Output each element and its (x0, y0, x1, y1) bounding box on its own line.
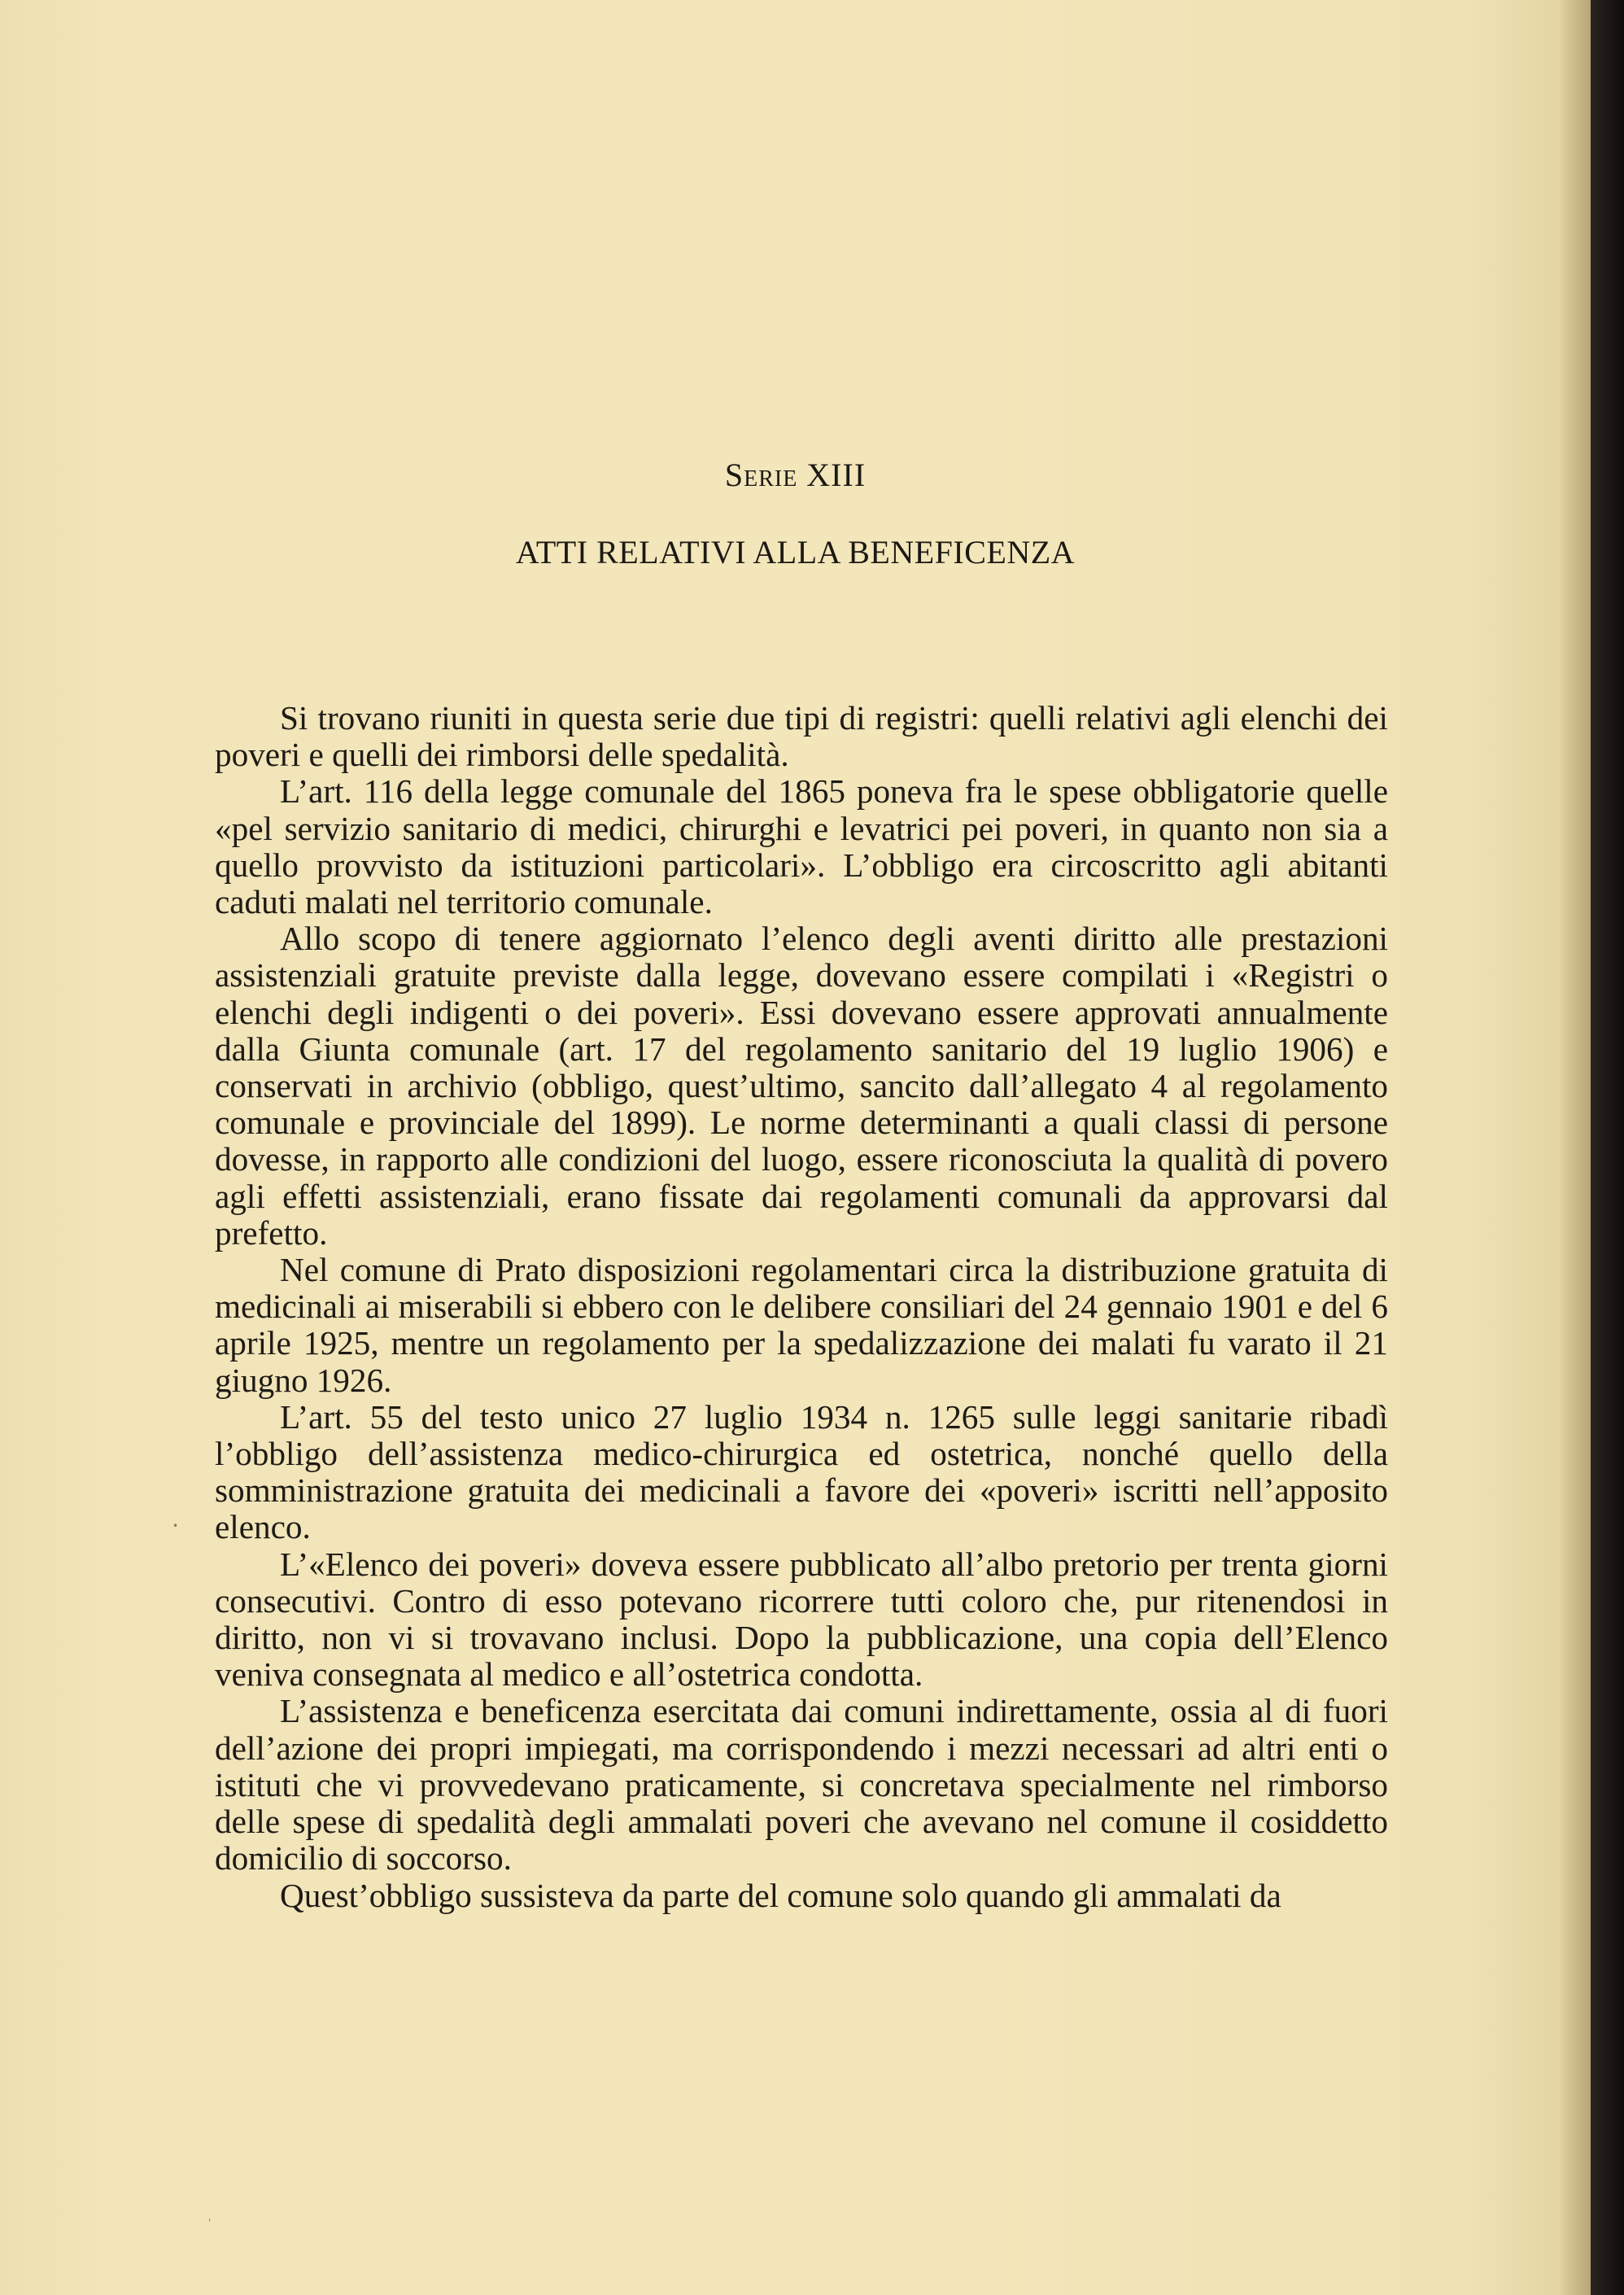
paragraph: L’assistenza e beneficenza esercitata dai comuni indirettamente, ossia al di fuori dell’azione dei propri impiegati, ma corrispondendo i mezzi necessari ad altri enti o istituti che vi provvedevano praticamente, si concretava specialmente nel rimborso delle spese di spedalità degli ammalati poveri che avevano nel comune il cosiddetto domicilio di soccorso. (215, 1692, 1388, 1878)
series-label-numeral: XIII (806, 457, 867, 493)
page-gutter-shadow (1558, 0, 1591, 2295)
paragraph: Nel comune di Prato disposizioni regolamentari circa la distribuzione gratuita di medicinali ai miserabili si ebbero con le delibere consiliari del 24 gennaio 1901 e del 6 aprile 1925, mentre un regolamento per la spedalizzazione dei malati fu varato il 21 giugno 1926. (215, 1251, 1388, 1399)
paragraph: L’«Elenco dei poveri» doveva essere pubblicato all’albo pretorio per trenta giorni consecutivi. Contro di esso potevano ricorrere tutti coloro che, pur ritenendosi in diritto, non vi si trovavano inclusi. Dopo la pubblicazione, una copia dell’Elenco veniva consegnata al medico e all’ostetrica condotta. (215, 1545, 1388, 1694)
margin-speck: ' (208, 2217, 212, 2228)
section-title: ATTI RELATIVI ALLA BENEFICENZA (515, 534, 1076, 570)
book-edge (1591, 0, 1624, 2295)
paragraph: L’art. 116 della legge comunale del 1865 poneva fra le spese obbligatorie quelle «pel servizio sanitario di medici, chirurghi e levatrici pei poveri, in quanto non sia a quello provvisto da istituzioni particolari». L’obbligo era circoscritto agli abitanti caduti malati nel territorio comunale. (215, 772, 1388, 921)
margin-speck: • (172, 1520, 179, 1532)
paragraph: L’art. 55 del testo unico 27 luglio 1934 n. 1265 sulle leggi sanitarie ribadì l’obbligo dell’assistenza medico-chirurgica ed ostetrica, nonché quello della somministrazione gratuita dei medicinali a favore dei «poveri» iscritti nell’apposito elenco. (215, 1397, 1388, 1546)
bleed-through-texture (212, 203, 1351, 659)
paragraph: Si trovano riuniti in questa serie due tipi di registri: quelli relativi agli elenchi dei poveri e quelli dei rimborsi delle spedalità. (215, 699, 1388, 774)
series-label (0, 456, 1591, 494)
paragraph: Quest’obbligo sussisteva da parte del comune solo quando gli ammalati da (280, 1876, 1281, 1914)
body-text (215, 700, 1388, 1914)
paragraph: Allo scopo di tenere aggiornato l’elenco degli aventi diritto alle prestazioni assistenziali gratuite previste dalla legge, dovevano essere compilati i «Registri o elenchi degli indigenti o dei poveri». Essi dovevano essere approvati annualmente dalla Giunta comunale (art. 17 del regolamento sanitario del 19 luglio 1906) e conservati in archivio (obbligo, quest’ultimo, sancito dall’allegato 4 al regolamento comunale e provinciale del 1899). Le norme determinanti a quali classi di persone dovesse, in rapporto alle condizioni del luogo, essere riconosciuta la qualità di povero agli effetti assistenziali, erano fissate dai regolamenti comunali da approvarsi dal prefetto. (215, 920, 1388, 1252)
series-label-prefix: Serie (724, 457, 798, 493)
